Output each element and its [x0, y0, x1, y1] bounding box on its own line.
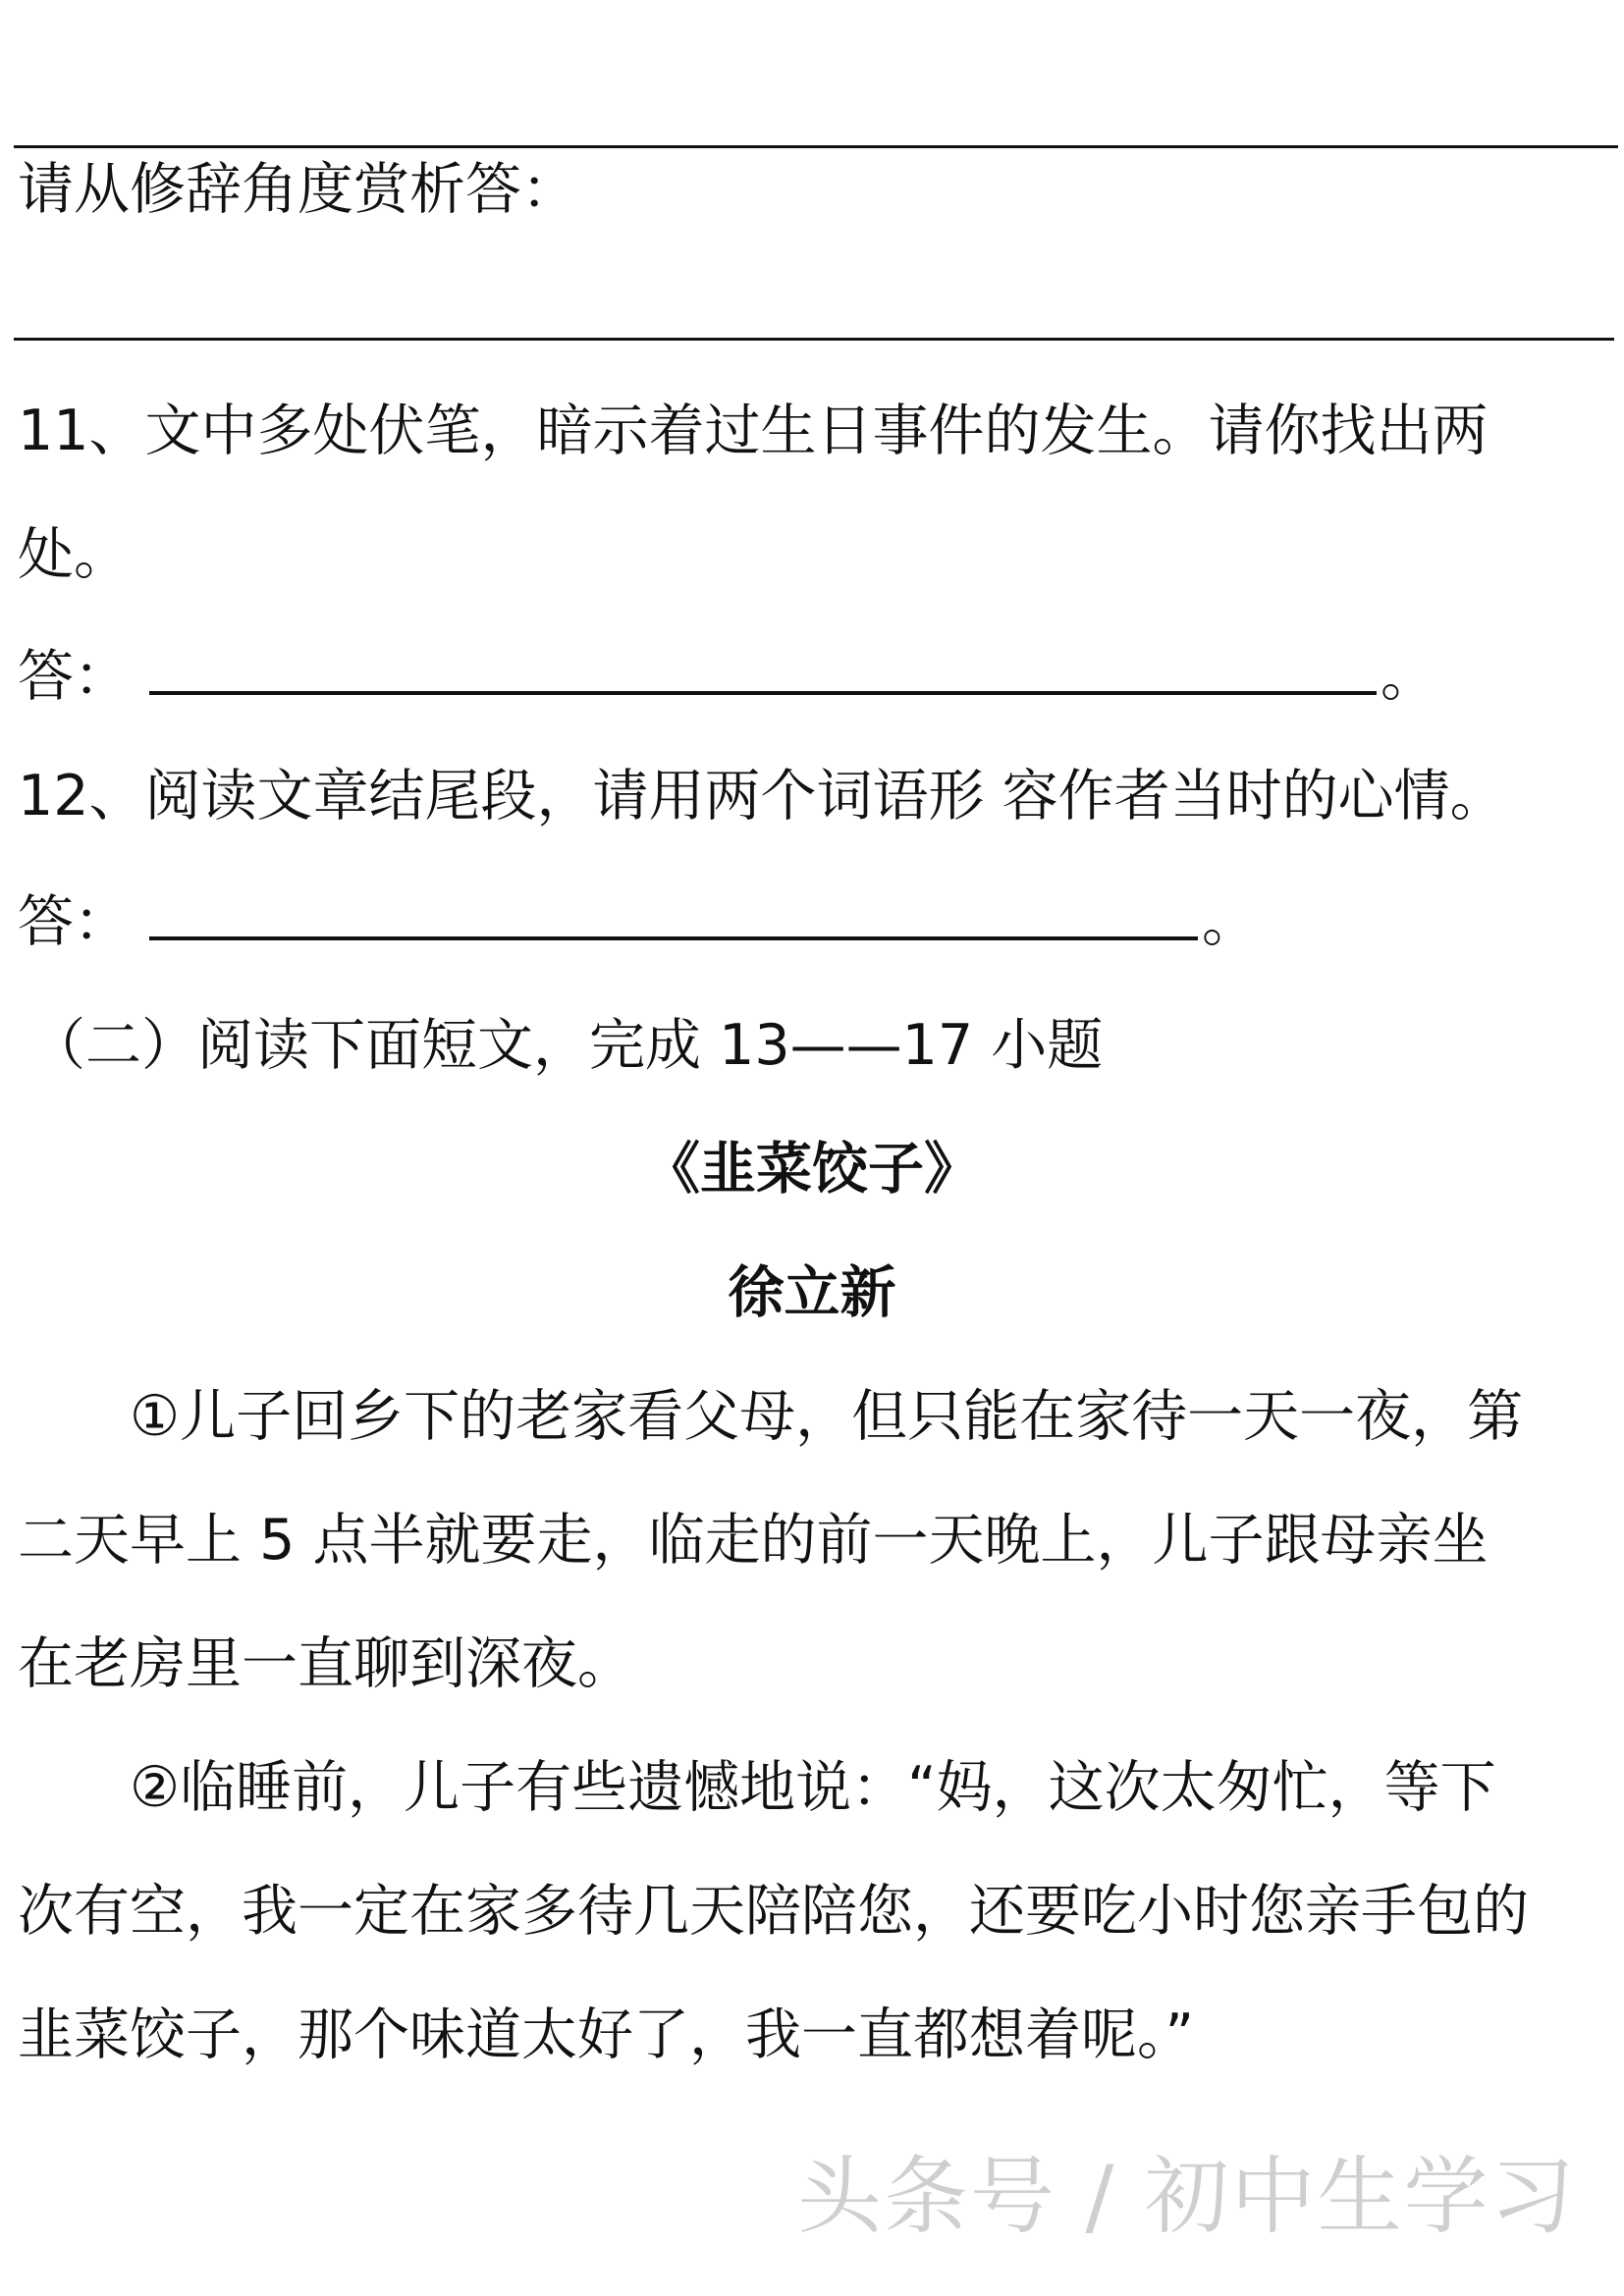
q12-answer-line	[18, 887, 1258, 956]
q11-text-line-2: 处。	[18, 522, 130, 587]
article-author: 徐立新	[728, 1260, 896, 1325]
q11-answer-end: 。	[1380, 644, 1436, 709]
article-title: 《韭菜饺子》	[644, 1137, 980, 1201]
answer-rule-top	[14, 145, 1618, 148]
q10-prompt: 请从修辞角度赏析答：	[18, 157, 577, 222]
q11-answer-blank[interactable]	[149, 652, 1377, 695]
q12-answer-blank[interactable]	[149, 897, 1198, 940]
paragraph-2-line-1: ②临睡前，儿子有些遗憾地说：“妈，这次太匆忙，等下	[18, 1755, 1496, 1820]
watermark: 头条号 / 初中生学习	[797, 2148, 1577, 2246]
answer-rule-q10	[14, 338, 1614, 341]
q12-text-line-1: 12、阅读文章结尾段，请用两个词语形 容作者当时的心情。	[18, 764, 1506, 828]
paragraph-1-line-1: ①儿子回乡下的老家看父母，但只能在家待一天一夜，第	[18, 1384, 1524, 1449]
q11-answer-label: 答：	[18, 644, 130, 709]
paragraph-2-line-2: 次有空，我一定在家多待几天陪陪您，还要吃小时您亲手包的	[18, 1879, 1529, 1944]
section-heading: （二）阅读下面短文，完成 13——17 小题	[29, 1013, 1104, 1078]
paragraph-1-line-3: 在老房里一直聊到深夜。	[18, 1631, 633, 1696]
paragraph-2-line-3: 韭菜饺子，那个味道太好了，我一直都想着呢。”	[18, 2002, 1195, 2067]
q12-answer-label: 答：	[18, 889, 130, 954]
q12-answer-end: 。	[1202, 889, 1258, 954]
paragraph-1-line-2: 二天早上 5 点半就要走，临走的前一天晚上，儿子跟母亲坐	[18, 1508, 1489, 1573]
q11-answer-line	[18, 642, 1436, 711]
q11-text-line-1: 11、文中多处伏笔，暗示着过生日事件的发生。请你找出两	[18, 399, 1489, 463]
